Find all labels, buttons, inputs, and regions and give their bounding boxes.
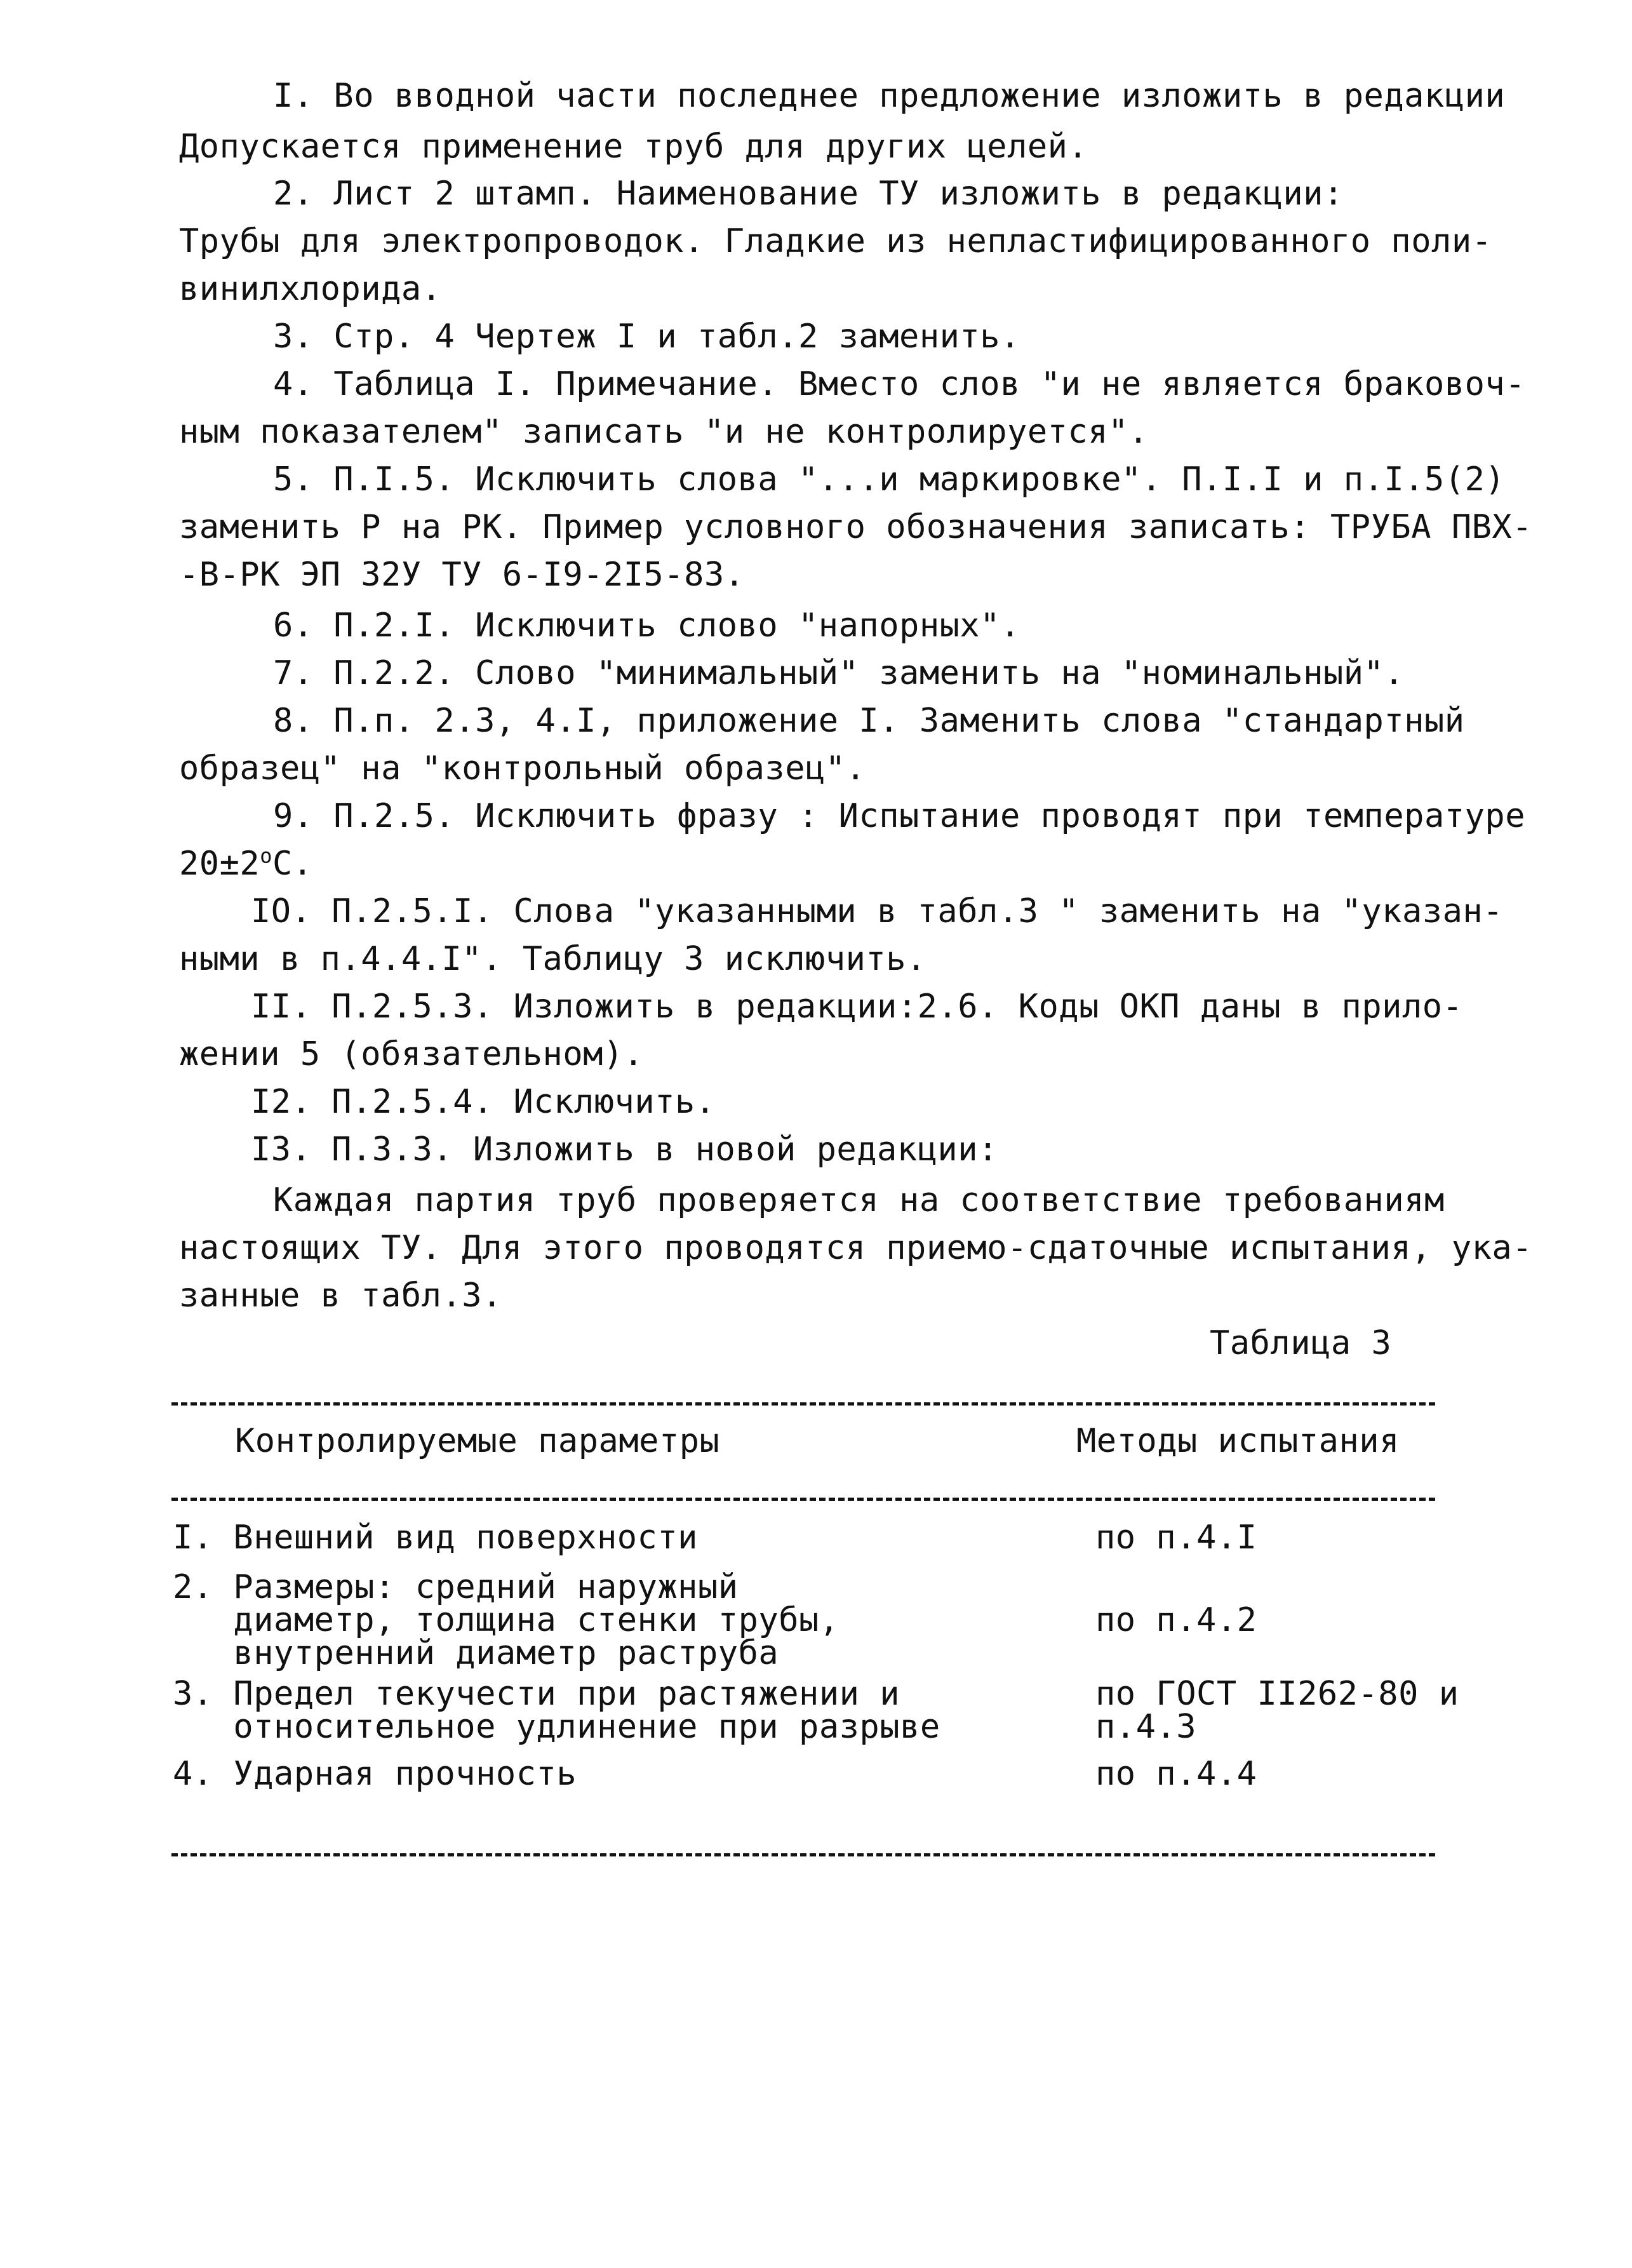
- table-cell-method: п.4.3: [1095, 1708, 1197, 1746]
- table-cell-param: диаметр, толщина стенки трубы,: [173, 1601, 839, 1639]
- text-line: 8. П.п. 2.3, 4.I, приложение I. Заменить слова "стандартный: [273, 702, 1465, 740]
- table-header-params: Контролируемые параметры: [235, 1422, 720, 1460]
- text-line: образец" на "контрольный образец".: [179, 749, 866, 788]
- text-line: Допускается применение труб для других целей.: [179, 128, 1088, 166]
- table-cell-method: по п.4.I: [1095, 1519, 1257, 1557]
- text-line: жении 5 (обязательном).: [179, 1035, 644, 1073]
- temperature-unit: С.: [272, 845, 313, 883]
- text-line: 7. П.2.2. Слово "минимальный" заменить на "номинальный".: [273, 654, 1405, 692]
- text-line: [179, 842, 313, 886]
- table-cell-param: относительное удлинение при разрыве: [173, 1708, 940, 1746]
- text-line: ным показателем" записать "и не контролируется".: [179, 413, 1149, 451]
- temperature-value: 20±2: [179, 845, 260, 883]
- text-line: Каждая партия труб проверяется на соответствие требованиям: [273, 1181, 1445, 1219]
- table-cell-param: I. Внешний вид поверхности: [173, 1519, 698, 1557]
- text-line: настоящих ТУ. Для этого проводятся приемо-сдаточные испытания, ука-: [179, 1229, 1533, 1267]
- table-header-methods: Методы испытания: [1076, 1422, 1400, 1460]
- text-line: -В-РК ЭП 32У ТУ 6-I9-2I5-83.: [179, 556, 745, 594]
- text-line: заменить Р на РК. Пример условного обозначения записать: ТРУБА ПВХ-: [179, 508, 1533, 546]
- text-line: II. П.2.5.3. Изложить в редакции:2.6. Коды ОКП даны в прило-: [251, 988, 1463, 1026]
- table-cell-param: 3. Предел текучести при растяжении и: [173, 1675, 900, 1713]
- table-bottom-rule: [171, 1853, 1435, 1856]
- text-line: 9. П.2.5. Исключить фразу : Испытание проводят при температуре: [273, 797, 1526, 835]
- table-cell-param: внутренний диаметр раструба: [173, 1634, 779, 1672]
- degree-sign: о: [260, 843, 272, 868]
- table-caption: Таблица 3: [1210, 1324, 1392, 1362]
- text-line: 4. Таблица I. Примечание. Вместо слов "и не является браковоч-: [273, 365, 1526, 403]
- text-line: винилхлорида.: [179, 270, 442, 308]
- text-line: 2. Лист 2 штамп. Наименование ТУ изложить в редакции:: [273, 175, 1344, 213]
- text-line: Трубы для электропроводок. Гладкие из непластифицированного поли-: [179, 222, 1492, 260]
- text-line: I. Во вводной части последнее предложение изложить в редакции: [273, 77, 1506, 115]
- text-line: 5. П.I.5. Исключить слова "...и маркировке". П.I.I и п.I.5(2): [273, 460, 1506, 499]
- text-line: занные в табл.3.: [179, 1277, 502, 1315]
- table-cell-method: по ГОСТ II262-80 и: [1095, 1675, 1459, 1713]
- text-line: I2. П.2.5.4. Исключить.: [251, 1083, 716, 1121]
- table-header-rule: [171, 1498, 1435, 1501]
- table-cell-method: по п.4.2: [1095, 1601, 1257, 1639]
- table-top-rule: [171, 1402, 1435, 1406]
- text-line: 3. Стр. 4 Чертеж I и табл.2 заменить.: [273, 318, 1020, 356]
- text-line: IO. П.2.5.I. Слова "указанными в табл.3 " заменить на "указан-: [251, 892, 1504, 930]
- text-line: I3. П.3.3. Изложить в новой редакции:: [251, 1131, 998, 1169]
- table-cell-param: 4. Ударная прочность: [173, 1755, 577, 1793]
- table-cell-method: по п.4.4: [1095, 1755, 1257, 1793]
- text-line: 6. П.2.I. Исключить слово "напорных".: [273, 607, 1020, 645]
- table-cell-param: 2. Размеры: средний наружный: [173, 1568, 739, 1606]
- text-line: ными в п.4.4.I". Таблицу 3 исключить.: [179, 940, 926, 978]
